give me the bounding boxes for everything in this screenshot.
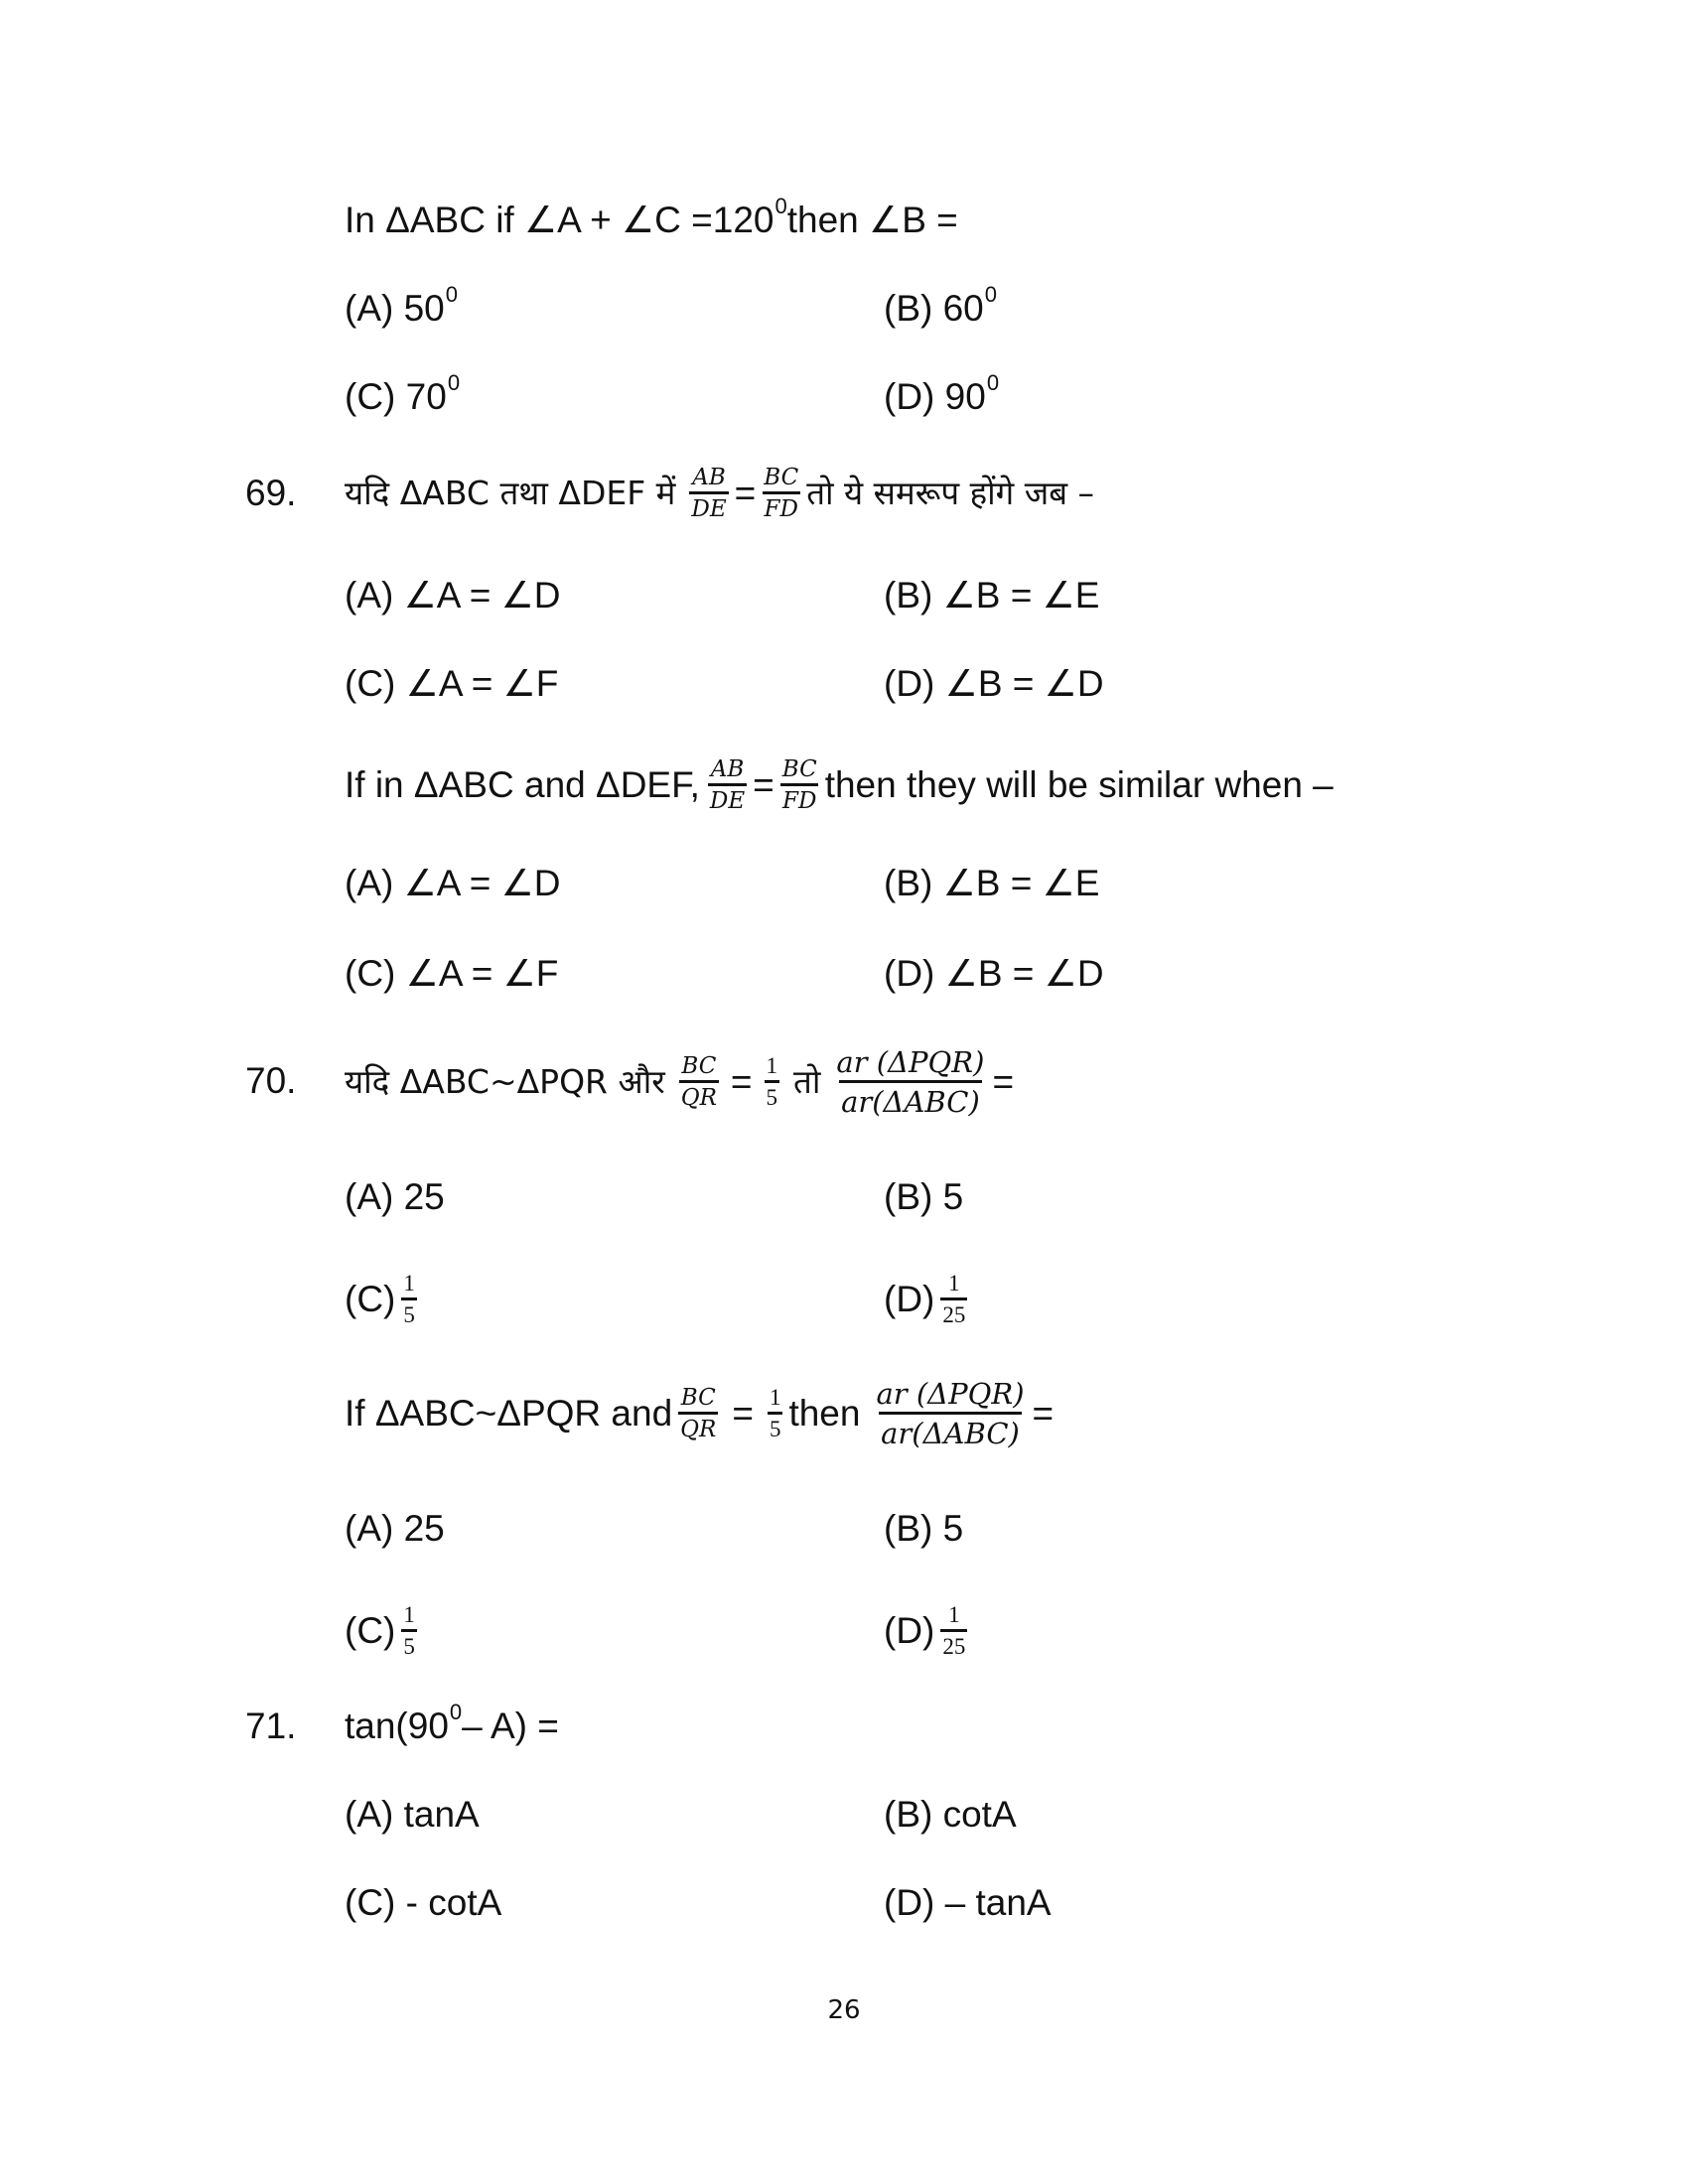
q70-english-pre: If ΔABC~ΔPQR and [345,1393,673,1433]
frac-num: BC [681,1053,717,1079]
option-label: (D) [884,1279,935,1319]
q70-hindi-option-d[interactable] [884,1269,973,1330]
frac-num: 1 [948,1602,960,1627]
fraction-one-twentyfifth [940,1602,967,1660]
option-label: (C) [345,1279,396,1319]
frac-den: ar(ΔABC) [879,1412,1022,1450]
q70-english-mid: then [788,1393,861,1433]
fraction-bc-qr [679,1053,719,1111]
option-label: (A) 50 [345,288,445,329]
fraction-one-fifth [765,1053,780,1111]
option-label: (C) [345,1610,396,1651]
q69-english-option-d[interactable]: (D) ∠B = ∠D [884,953,1104,994]
q68-option-a[interactable] [345,282,459,331]
q69-hindi-option-a[interactable]: (A) ∠A = ∠D [345,575,561,615]
fraction-bc-qr [678,1385,718,1442]
q69-hindi-stem [345,463,1094,524]
degree-sup: 0 [986,370,1000,395]
fraction-ab-de [689,465,728,522]
frac-num: 1 [948,1271,960,1296]
equals-sign: = [732,1393,754,1433]
frac-den: ar(ΔABC) [839,1080,982,1119]
equals-sign: = [1032,1393,1055,1433]
frac-num: ar (ΔPQR) [836,1045,985,1079]
q69-english-post: then they will be similar when – [824,764,1334,805]
degree-sup: 0 [774,194,787,218]
q69-english-option-a[interactable]: (A) ∠A = ∠D [345,863,561,903]
equals-sign: = [730,1061,753,1102]
degree-sup: 0 [447,370,461,395]
q70-hindi-stem [345,1042,1014,1122]
question-number-69: 69. [245,473,297,513]
frac-den: 25 [940,1297,967,1328]
q69-hindi-option-d[interactable]: (D) ∠B = ∠D [884,663,1104,704]
degree-sup: 0 [445,282,459,307]
frac-num: BC [781,756,817,782]
fraction-one-fifth [768,1385,783,1442]
q71-stem-text: tan(90 [345,1706,449,1746]
equals-sign: = [992,1061,1015,1102]
option-label: (D) [884,1610,935,1651]
q71-english-stem [345,1700,559,1748]
frac-den: FD [763,491,800,522]
q69-english-option-c[interactable]: (C) ∠A = ∠F [345,953,559,994]
q71-option-a[interactable]: (A) tanA [345,1794,480,1835]
q70-english-option-d[interactable] [884,1600,973,1662]
fraction-bc-fd [780,756,819,814]
q69-hindi-option-c[interactable]: (C) ∠A = ∠F [345,663,559,704]
q68-option-d[interactable] [884,370,1000,419]
frac-num: 1 [766,1053,778,1078]
q70-english-option-a[interactable]: (A) 25 [345,1508,445,1549]
option-label: (C) 70 [345,376,447,417]
q69-english-option-b[interactable]: (B) ∠B = ∠E [884,863,1100,903]
fraction-bc-fd [762,465,800,522]
q68-option-b[interactable] [884,282,998,331]
frac-num: 1 [769,1385,781,1410]
fraction-one-fifth [401,1602,417,1660]
q70-hindi-option-b[interactable]: (B) 5 [884,1176,964,1217]
degree-sup: 0 [449,1700,463,1724]
frac-den: 5 [768,1412,783,1442]
degree-sup: 0 [984,282,998,307]
q70-hindi-pre: यदि ΔABC~ΔPQR और [345,1062,665,1101]
frac-den: 25 [940,1629,967,1660]
frac-num: BC [680,1385,716,1411]
option-label: (D) 90 [884,376,986,417]
frac-num: ar (ΔPQR) [876,1377,1025,1411]
frac-den: 5 [765,1080,780,1111]
question-number-70: 70. [245,1060,297,1101]
q68-stem-text: In ΔABC if ∠A + ∠C =120 [345,200,774,240]
q70-hindi-mid: तो [793,1062,821,1101]
q69-hindi-pre: यदि ΔABC तथा ΔDEF में [345,474,676,512]
frac-den: QR [679,1080,719,1111]
q70-english-stem [345,1374,1054,1453]
question-number-71: 71. [245,1706,297,1746]
q68-option-c[interactable] [345,370,461,419]
q69-english-pre: If in ΔABC and ΔDEF, [345,764,700,805]
q69-english-stem [345,754,1334,816]
q71-option-c[interactable]: (C) - cotA [345,1882,502,1923]
q70-hindi-option-c[interactable] [345,1269,423,1330]
frac-den: DE [689,491,728,522]
fraction-ab-de [708,756,747,814]
frac-num: BC [764,465,799,490]
fraction-area-ratio [874,1377,1026,1450]
q71-option-d[interactable]: (D) – tanA [884,1882,1052,1923]
fraction-one-twentyfifth [940,1271,967,1328]
fraction-area-ratio [834,1045,986,1119]
q69-hindi-option-b[interactable]: (B) ∠B = ∠E [884,575,1100,615]
frac-num: 1 [403,1602,415,1627]
q68-english-stem [345,194,958,242]
frac-den: FD [780,783,818,814]
q71-stem-text-end: – A) = [462,1706,559,1746]
frac-den: 5 [401,1297,417,1328]
frac-num: AB [710,756,745,782]
q70-hindi-option-a[interactable]: (A) 25 [345,1176,445,1217]
frac-den: QR [678,1412,718,1442]
equals-sign: = [734,473,757,513]
equals-sign: = [753,764,774,805]
page-number: 26 [827,1995,861,2025]
q70-english-option-b[interactable]: (B) 5 [884,1508,964,1549]
q71-option-b[interactable]: (B) cotA [884,1794,1017,1835]
frac-num: 1 [403,1271,415,1296]
frac-den: DE [708,783,747,814]
frac-num: AB [692,465,726,490]
fraction-one-fifth [401,1271,417,1328]
q70-english-option-c[interactable] [345,1600,423,1662]
q69-hindi-post: तो ये समरूप होंगे जब – [806,474,1095,512]
q68-stem-text-end: then ∠B = [786,200,958,240]
frac-den: 5 [401,1629,417,1660]
option-label: (B) 60 [884,288,984,329]
